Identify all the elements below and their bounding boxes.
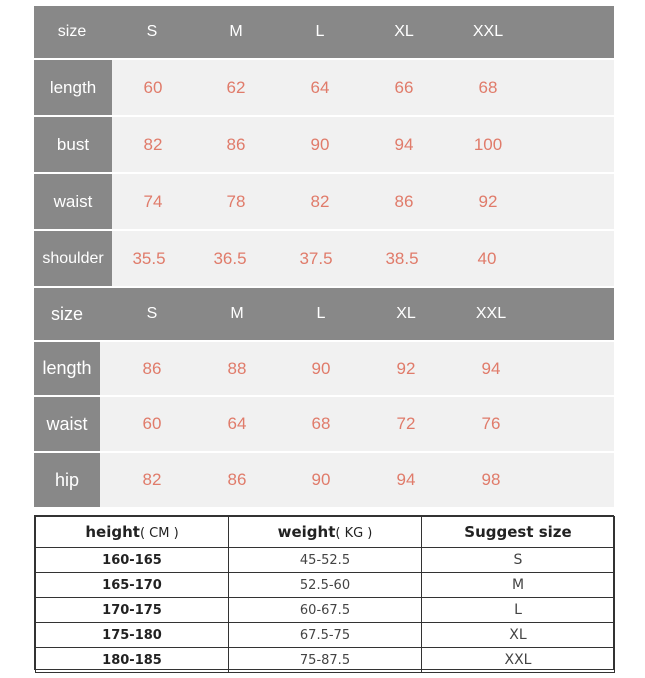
header-suggest-size: Suggest size (422, 517, 615, 548)
size-guide-grid (35, 516, 615, 673)
header-size-s: S (146, 23, 158, 40)
table-row (34, 58, 614, 115)
table-row (34, 229, 614, 286)
value-cell: 64 (227, 414, 247, 433)
header-height-label: height (85, 523, 140, 541)
value-cell: 98 (481, 470, 501, 489)
height-cell: 170-175 (36, 598, 229, 623)
height-cell: 165-170 (36, 573, 229, 598)
header-size-m: M (230, 305, 244, 322)
row-values (112, 174, 530, 229)
header-weight-label: weight (277, 523, 336, 541)
value-cell: 88 (227, 358, 247, 378)
table-row (36, 573, 615, 598)
header-size-s: S (146, 305, 158, 322)
value-cell: 78 (226, 191, 246, 211)
row-values (112, 231, 528, 286)
value-cell: 68 (478, 77, 498, 97)
value-cell: 94 (394, 134, 414, 154)
value-cell: 35.5 (132, 248, 166, 268)
table-row (36, 548, 615, 573)
value-cell: 94 (481, 358, 501, 378)
row-label-length: length (34, 342, 100, 395)
header-size-xl: XL (394, 23, 414, 40)
top-chart-header-row (34, 6, 614, 58)
header-size-cells (110, 6, 530, 58)
size-cell: XXL (422, 648, 615, 673)
row-label-waist: waist (34, 174, 112, 229)
value-cell: 86 (142, 358, 162, 378)
value-cell: 60 (142, 414, 162, 433)
bottom-size-chart (34, 288, 614, 507)
row-values (100, 453, 542, 507)
value-cell: 86 (394, 191, 414, 211)
value-cell: 36.5 (213, 248, 247, 268)
value-cell: 66 (394, 77, 414, 97)
table-row (34, 340, 614, 395)
header-size-label: size (50, 303, 83, 324)
row-values (112, 60, 530, 115)
value-cell: 94 (396, 470, 416, 489)
value-cell: 38.5 (385, 248, 419, 268)
value-cell: 100 (473, 134, 503, 154)
table-row (34, 115, 614, 172)
header-size-l: L (316, 305, 326, 322)
row-label-length: length (34, 60, 112, 115)
weight-cell: 45-52.5 (229, 548, 422, 573)
header-size-xxl: XXL (472, 23, 504, 40)
weight-cell: 67.5-75 (229, 623, 422, 648)
header-weight-unit: ( KG ) (335, 526, 373, 541)
value-cell: 37.5 (299, 248, 333, 268)
row-label-hip: hip (34, 453, 100, 507)
value-cell: 92 (478, 191, 498, 211)
value-cell: 82 (142, 470, 162, 489)
header-height-unit: ( CM ) (139, 526, 179, 541)
table-row (36, 598, 615, 623)
weight-cell: 60-67.5 (229, 598, 422, 623)
table-row (34, 395, 614, 451)
height-cell: 160-165 (36, 548, 229, 573)
header-size-cells (100, 288, 542, 340)
header-size-l: L (315, 23, 325, 40)
row-label-waist: waist (34, 397, 100, 451)
value-cell: 82 (143, 134, 163, 154)
size-cell: M (422, 573, 615, 598)
value-cell: 90 (310, 134, 330, 154)
value-cell: 68 (311, 414, 331, 433)
row-values (100, 342, 542, 395)
header-height (36, 517, 229, 548)
value-cell: 90 (311, 358, 331, 378)
row-label-bust: bust (34, 117, 112, 172)
value-cell: 90 (311, 470, 331, 489)
table-row (34, 172, 614, 229)
value-cell: 86 (226, 134, 246, 154)
size-guide-table (34, 515, 614, 670)
row-values (100, 397, 542, 451)
row-values (112, 117, 530, 172)
value-cell: 72 (396, 414, 416, 433)
header-size-xl: XL (396, 305, 416, 322)
value-cell: 76 (481, 414, 501, 433)
height-cell: 175-180 (36, 623, 229, 648)
value-cell: 74 (143, 191, 163, 211)
table-row (36, 648, 615, 673)
value-cell: 92 (396, 358, 416, 378)
table-row (34, 451, 614, 507)
value-cell: 60 (143, 77, 163, 97)
header-size-label: size (57, 23, 87, 40)
size-cell: S (422, 548, 615, 573)
header-size-xxl: XXL (475, 305, 507, 322)
height-cell: 180-185 (36, 648, 229, 673)
header-weight (229, 517, 422, 548)
weight-cell: 75-87.5 (229, 648, 422, 673)
value-cell: 40 (477, 248, 497, 268)
value-cell: 86 (227, 470, 247, 489)
value-cell: 64 (310, 77, 330, 97)
value-cell: 62 (226, 77, 246, 97)
size-cell: XL (422, 623, 615, 648)
table-row (36, 623, 615, 648)
weight-cell: 52.5-60 (229, 573, 422, 598)
value-cell: 82 (310, 191, 330, 211)
header-size-m: M (229, 23, 243, 40)
guide-header-row (36, 517, 615, 548)
row-label-shoulder: shoulder (34, 231, 112, 286)
bottom-chart-header-row (34, 288, 614, 340)
top-size-chart (34, 6, 614, 286)
size-cell: L (422, 598, 615, 623)
